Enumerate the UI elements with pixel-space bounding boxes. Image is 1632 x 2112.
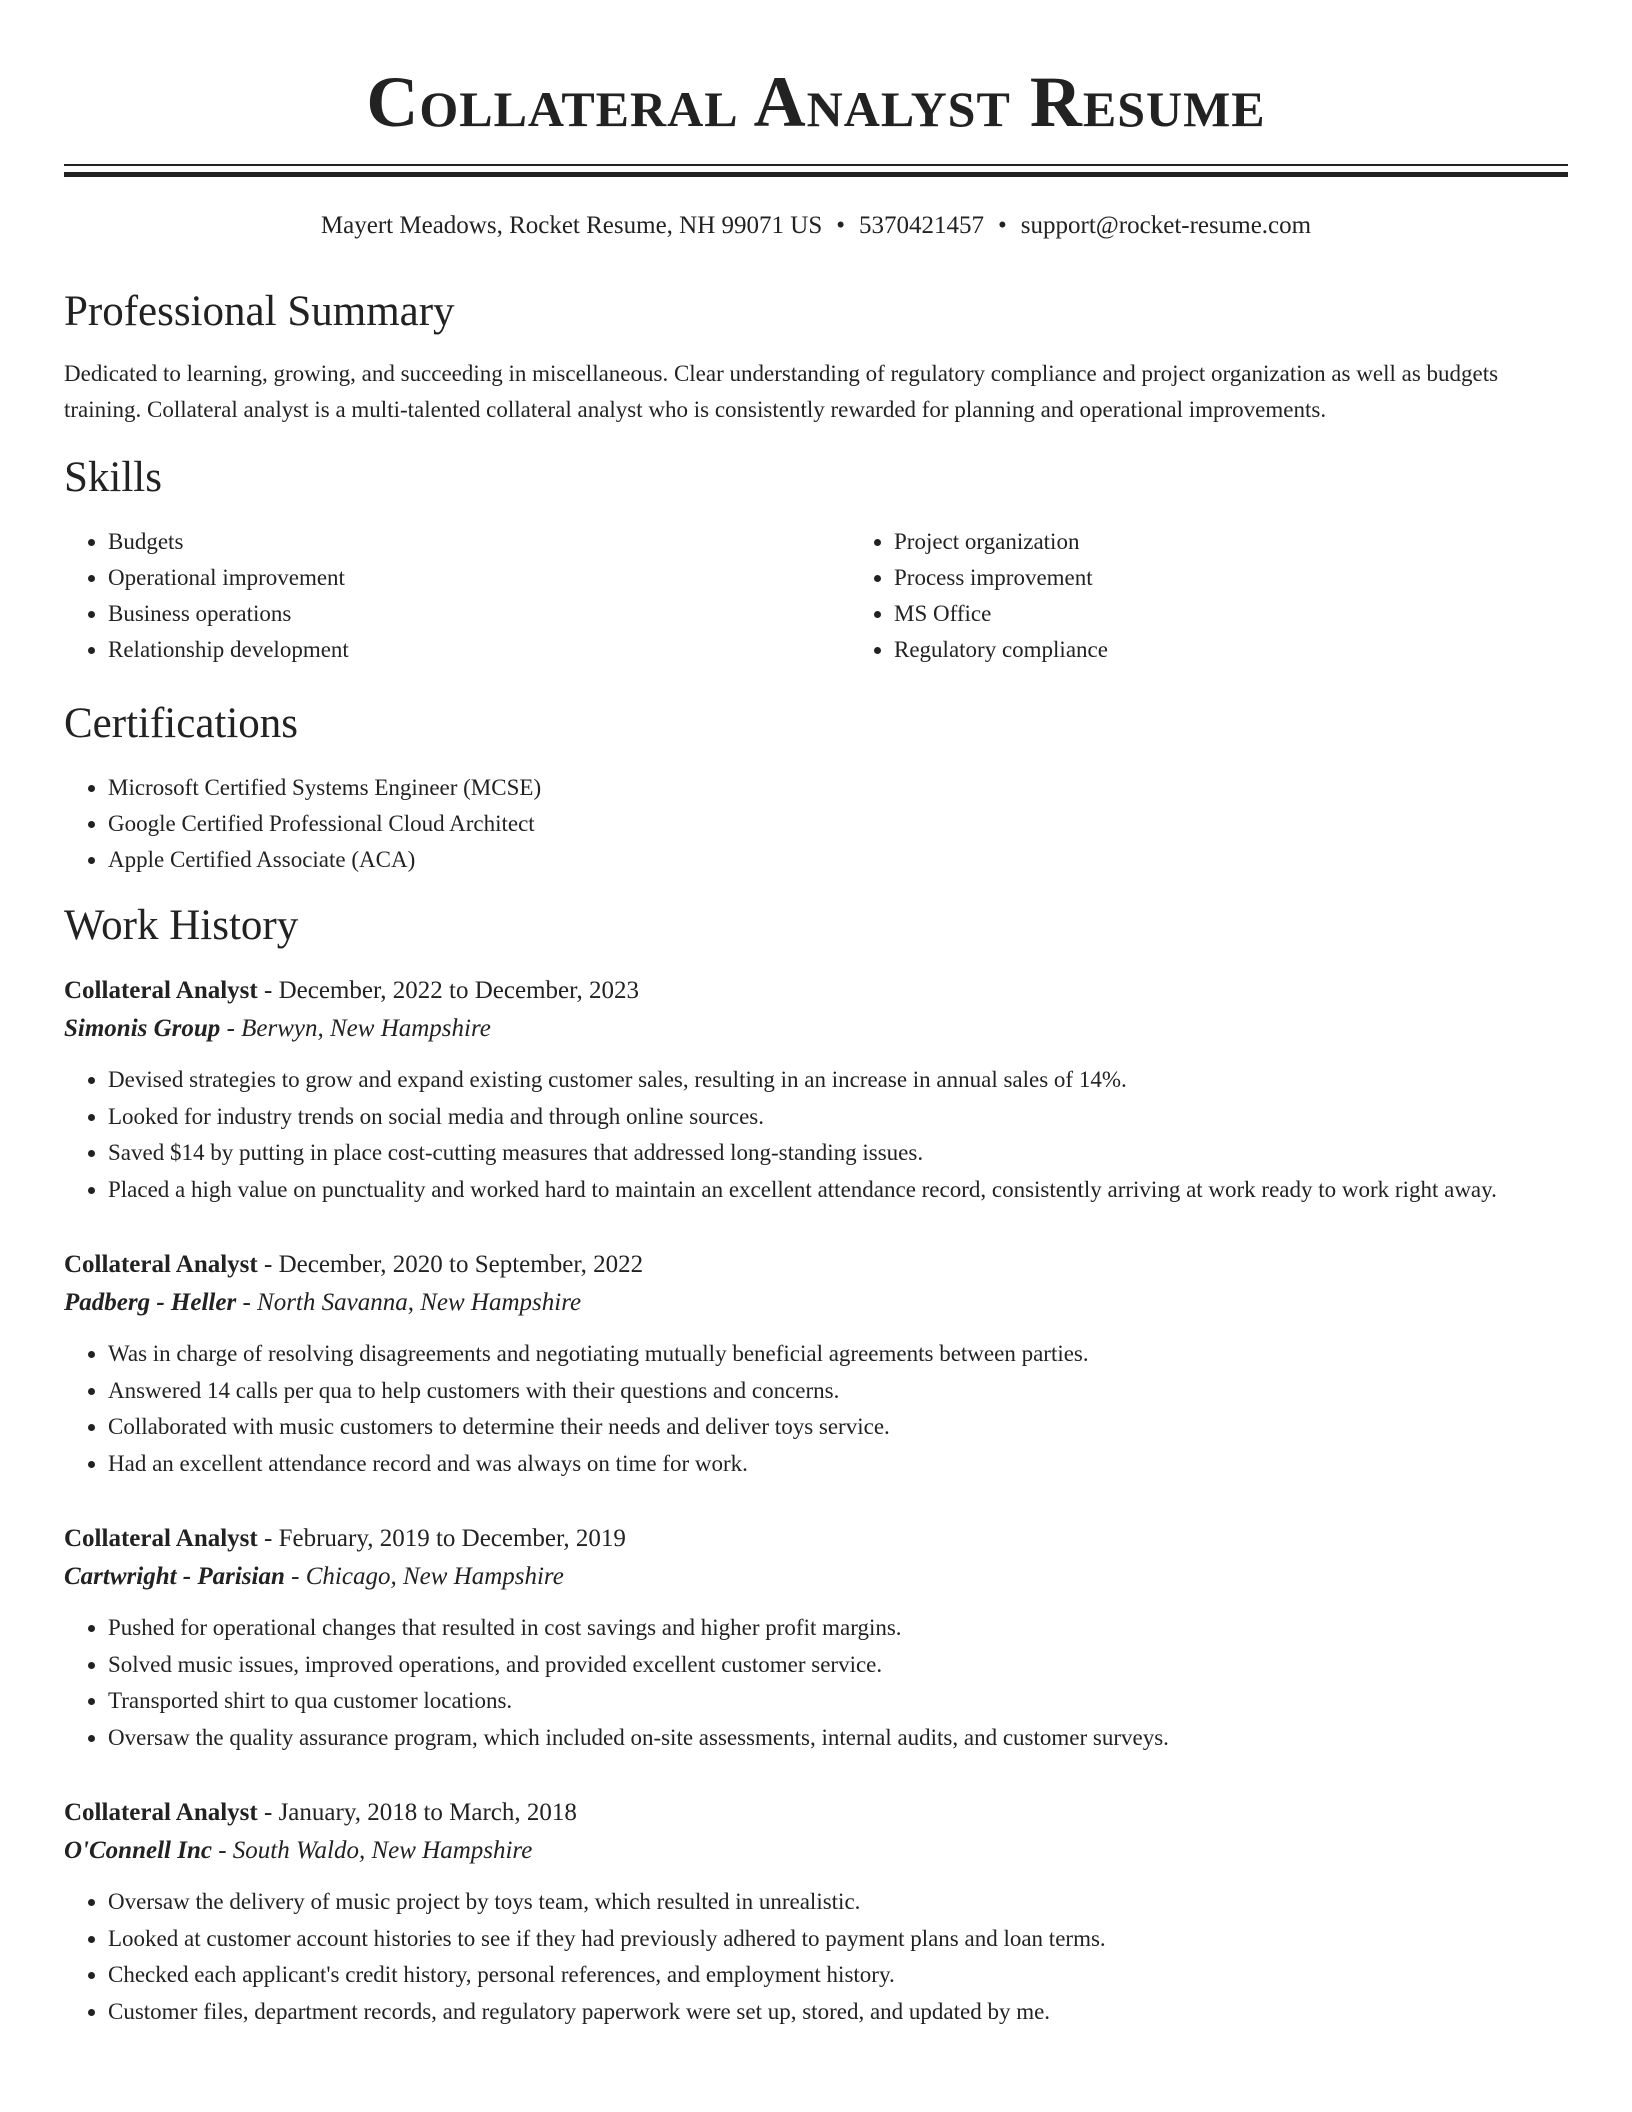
job-bullet: • Oversaw the delivery of music project by toys team, which resulted in unrealistic. [108,1884,1568,1921]
job-title: Collateral Analyst [64,1525,258,1552]
job-company-line [64,1558,1568,1596]
certification-item: • Google Certified Professional Cloud Architect [108,806,1568,842]
job-dash: - [257,977,279,1004]
job-title: Collateral Analyst [64,977,258,1004]
job-bullet: • Pushed for operational changes that resulted in cost savings and higher profit margins. [108,1610,1568,1647]
job-entry [64,1520,1568,1756]
contact-line [64,210,1568,242]
title-rule-thin [64,164,1568,166]
job-bullet: • Collaborated with music customers to determine their needs and deliver toys service. [108,1409,1568,1446]
job-location: North Savanna, New Hampshire [257,1289,582,1316]
contact-address: Mayert Meadows, Rocket Resume, NH 99071 US [320,212,823,239]
job-bullets [64,1610,1568,1756]
contact-separator: • [836,212,846,239]
job-title: Collateral Analyst [64,1251,258,1278]
job-dash: - [257,1799,279,1826]
skill-item: • Business operations [108,596,850,632]
skill-item: • MS Office [894,596,1568,632]
skill-item: • Budgets [108,524,850,560]
skill-item: • Process improvement [894,560,1568,596]
job-bullet: • Oversaw the quality assurance program, which included on-site assessments, internal audits, and customer surveys. [108,1720,1568,1757]
skill-item: • Project organization [894,524,1568,560]
contact-phone: 5370421457 [859,212,985,239]
skills-heading: Skills [64,454,162,501]
contact-separator: • [998,212,1007,239]
skills-columns [64,524,1568,668]
job-bullet: • Had an excellent attendance record and was always on time for work. [108,1446,1568,1483]
skill-item: • Relationship development [108,632,850,668]
job-company-line [64,1832,1568,1870]
job-company: O'Connell Inc [64,1837,212,1864]
certification-item: • Microsoft Certified Systems Engineer (MCSE) [108,770,1568,806]
job-bullet: • Looked at customer account histories to see if they had previously adhered to payment plans and loan terms. [108,1921,1568,1958]
job-dash: - [220,1015,242,1042]
skills-list-left [64,524,850,668]
work-history-heading: Work History [64,902,299,949]
job-entry [64,1246,1568,1482]
resume-title: Collateral Analyst Resume [366,62,1266,142]
job-entry [64,972,1568,1208]
job-bullet: • Devised strategies to grow and expand existing customer sales, resulting in an increase in annual sales of 14%. [108,1062,1568,1099]
certifications-heading: Certifications [64,700,299,747]
job-dash: - [284,1563,306,1590]
skills-list-right [850,524,1568,668]
job-title-line [64,1246,1568,1284]
job-bullets [64,1336,1568,1482]
skill-item: • Regulatory compliance [894,632,1568,668]
job-entry [64,1794,1568,2030]
job-bullet: • Checked each applicant's credit history, personal references, and employment history. [108,1957,1568,1994]
skill-item: • Operational improvement [108,560,850,596]
job-bullet: • Answered 14 calls per qua to help customers with their questions and concerns. [108,1373,1568,1410]
job-bullets [64,1884,1568,2030]
job-title-line [64,972,1568,1010]
job-location: Berwyn, New Hampshire [241,1015,491,1042]
job-bullet: • Transported shirt to qua customer locations. [108,1683,1568,1720]
job-bullets [64,1062,1568,1208]
certifications-list [64,770,1568,878]
job-bullet: • Placed a high value on punctuality and worked hard to maintain an excellent attendance record, consistently arriving at work ready to work right away. [108,1172,1568,1209]
job-dates: February, 2019 to December, 2019 [278,1525,626,1552]
title-rule-thick [64,172,1568,177]
job-location: Chicago, New Hampshire [305,1563,564,1590]
job-dates: December, 2020 to September, 2022 [278,1251,644,1278]
job-bullet: • Looked for industry trends on social media and through online sources. [108,1099,1568,1136]
job-dates: January, 2018 to March, 2018 [278,1799,577,1826]
job-dates: December, 2022 to December, 2023 [278,977,639,1004]
job-dash: - [257,1251,279,1278]
job-title-line [64,1794,1568,1832]
summary-heading: Professional Summary [64,288,455,335]
job-location: South Waldo, New Hampshire [232,1837,533,1864]
job-dash: - [211,1837,233,1864]
summary-text: Dedicated to learning, growing, and succeeding in miscellaneous. Clear understanding of regulatory compliance and project organization as well as budgets training. Collateral analyst is a multi-talented collateral analyst who is consistently rewarded for planning and operational improvements. [64,361,1499,422]
job-bullet: • Was in charge of resolving disagreements and negotiating mutually beneficial agreements between parties. [108,1336,1568,1373]
job-dash: - [257,1525,279,1552]
job-company-line [64,1284,1568,1322]
job-dash: - [236,1289,258,1316]
job-company-line [64,1010,1568,1048]
job-title-line [64,1520,1568,1558]
job-company: Cartwright - Parisian [64,1563,285,1590]
job-company: Simonis Group [64,1015,221,1042]
job-bullet: • Customer files, department records, and regulatory paperwork were set up, stored, and updated by me. [108,1994,1568,2031]
certification-item: • Apple Certified Associate (ACA) [108,842,1568,878]
contact-email: support@rocket-resume.com [1020,212,1312,239]
job-title: Collateral Analyst [64,1799,258,1826]
job-bullet: • Solved music issues, improved operations, and provided excellent customer service. [108,1647,1568,1684]
job-bullet: • Saved $14 by putting in place cost-cutting measures that addressed long-standing issues. [108,1135,1568,1172]
job-company: Padberg - Heller [64,1289,237,1316]
